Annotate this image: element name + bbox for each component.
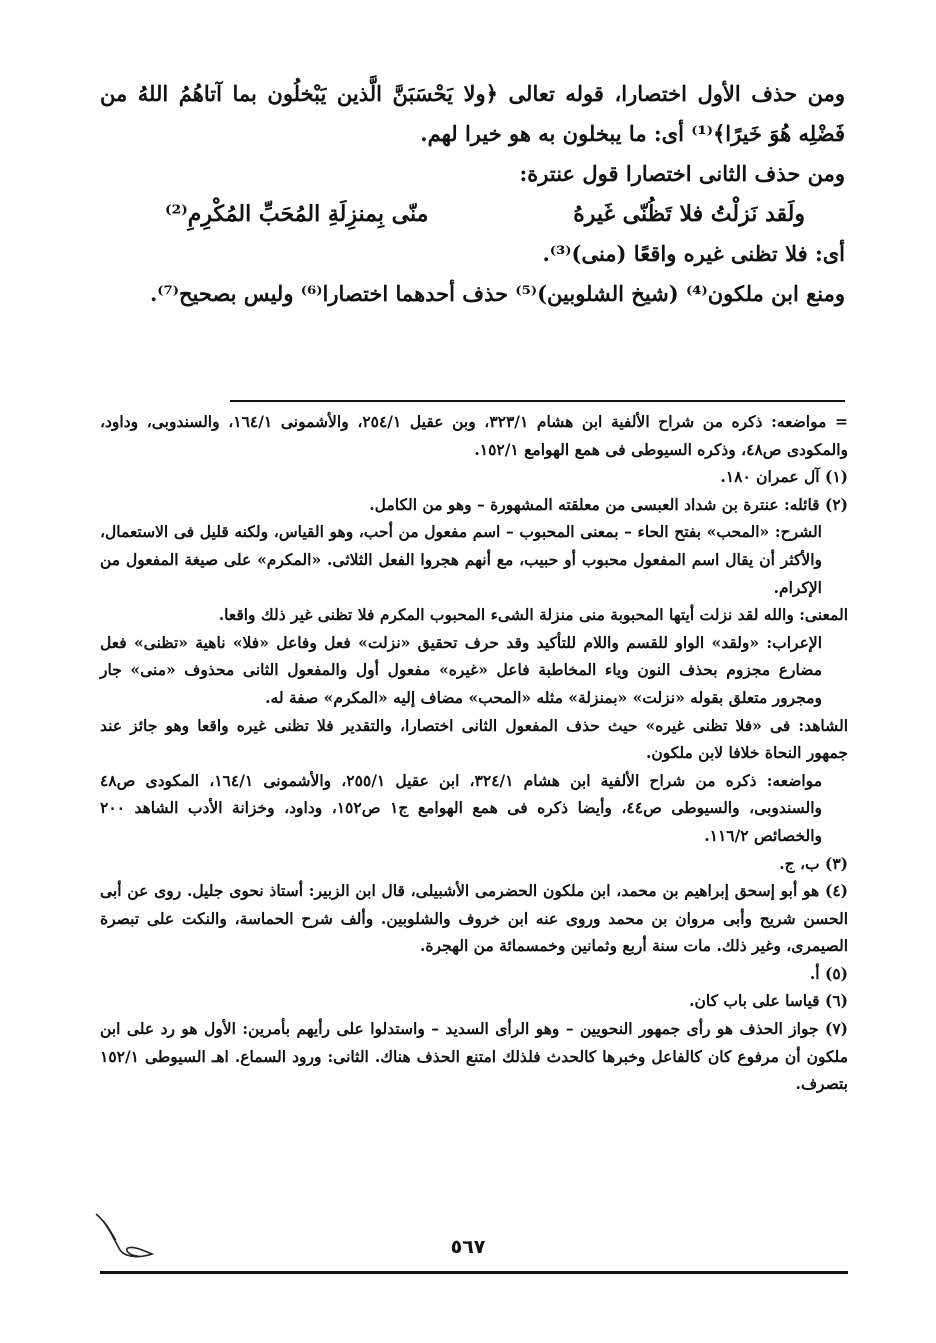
- footnote: = مواضعه: ذكره من شراح الألفية ابن هشام ٣٢٣/١، وبن عقيل ٢٥٤/١، والأشمونى ١٦٤/١، والسندوبى، وداود، والمكودى ص٤٨، وذكره السيوطى فى همع الهوامع ١٥٢/١.: [100, 412, 849, 459]
- footnote-mawadi: مواضعه: ذكره من شراح الألفية ابن هشام ٣٢٤/١، ابن عقيل ٢٥٥/١، والأشمونى ١٦٤/١، المكودى ص٤٨ والسندوبى، والسيوطى ص٤٤، وأيضا ذكره فى همع الهوامع ج١ ص١٥٢، وداود، وخزانة الأدب الشاهد ٢٠٠ والخصائص ١١٦/٢.: [100, 770, 822, 845]
- poetry-verse: [100, 194, 845, 234]
- footnotes: [100, 408, 848, 1098]
- footnote-maana: المعنى: والله لقد نزلت أيتها المحبوبة منى منزلة الشىء المحبوب المكرم فلا تظنى غير ذلك واقعا.: [218, 605, 848, 625]
- page-number: ٥٦٧: [450, 1236, 486, 1258]
- verse-second-hemistich: منّى بِمنزِلَةِ المُحَبِّ المُكْرِمِ⁽²⁾: [165, 201, 429, 227]
- footnote: (١) آل عمران ١٨٠.: [720, 467, 848, 487]
- main-paragraph: أى: فلا تظنى غيره واقعًا (منى)⁽³⁾.: [542, 241, 845, 266]
- footnote-sharh: الشرح: «المحب» بفتح الحاء – بمعنى المحبوب – اسم مفعول من أحب، وهو القياس، ولكنه قليل فى الاستعمال، والأكثر أن يقال اسم المفعول محبوب أو حبيب، مع أنهم هجروا الفعل الثلاثى. «المكرم» على صيغة المفعول من الإكرام.: [100, 522, 822, 597]
- bottom-rule: [100, 1271, 848, 1274]
- footnote-shahid: الشاهد: فى «فلا تظنى غيره» حيث حذف المفعول الثانى اختصارا، والتقدير فلا تظنى غيره واقعا وهو جائز عند جمهور النحاة خلافا لابن ملكون.: [100, 715, 848, 763]
- main-paragraph: ومن حذف الثانى اختصارا قول عنترة:: [519, 161, 845, 186]
- main-text: [100, 74, 845, 314]
- main-paragraph: ومن حذف الأول اختصارا، قوله تعالى ﴿ولا يَحْسَبَنَّ الَّذين يَبْخلُون بما آتاهُمُ اللهُ من فَضْلِه هُوَ خَيرًا﴾⁽¹⁾ أى: ما يبخلون به هو خيرا لهم.: [100, 81, 845, 146]
- footnote-separator: [230, 400, 845, 402]
- footnote: (٦) قياسا على باب كان.: [689, 991, 848, 1011]
- footnote: (٣) ب، ج.: [779, 853, 848, 873]
- verse-first-hemistich: ولَقد نَزلْتُ فلا تَظُنّى غَيرهُ: [573, 201, 805, 227]
- main-paragraph: ومنع ابن ملكون⁽⁴⁾ (شيخ الشلوبين)⁽⁵⁾ حذف أحدهما اختصارا⁽⁶⁾ وليس بصحيح⁽⁷⁾.: [149, 281, 845, 306]
- footnote: (٤) هو أبو إسحق إبراهيم بن محمد، ابن ملكون الحضرمى الأشبيلى، قال ابن الزبير: أستاذ نحوى جليل. روى عن أبى الحسن شريح وأبى مروان بن محمد وروى عنه ابن خروف والشلوبين. وألف شرح الحماسة، والنكت على تبصرة الصيمرى، وغير ذلك. مات سنة أربع وثمانين وخمسمائة من الهجرة.: [100, 881, 848, 956]
- footnote: (٧) جواز الحذف هو رأى جمهور النحويين – وهو الرأى السديد – واستدلوا على رأيهم بأمرين: الأول هو رد على ابن ملكون أن مرفوع كان كالفاعل وخبرها كالحدث فلذلك امتنع الحذف هناك. الثانى: ورود السماع. اهـ السيوطى ١٥٢/١ بتصرف.: [100, 1019, 848, 1094]
- footnote: (٢) قائله: عنترة بن شداد العبسى من معلقته المشهورة – وهو من الكامل.: [369, 494, 848, 514]
- footnote: (٥) أ.: [809, 963, 848, 983]
- footnote-irab: الإعراب: «ولقد» الواو للقسم واللام للتأكيد وقد حرف تحقيق «نزلت» فعل وفاعل «فلا» ناهية «تظنى» فعل مضارع مجزوم بحذف النون وياء المخاطبة فاعل «غيره» مفعول أول والمفعول الثانى محذوف «منى» جار ومجرور متعلق بقوله «نزلت» «بمنزلة» مثله «المحب» مضاف إليه «المكرم» صفة له.: [100, 632, 822, 707]
